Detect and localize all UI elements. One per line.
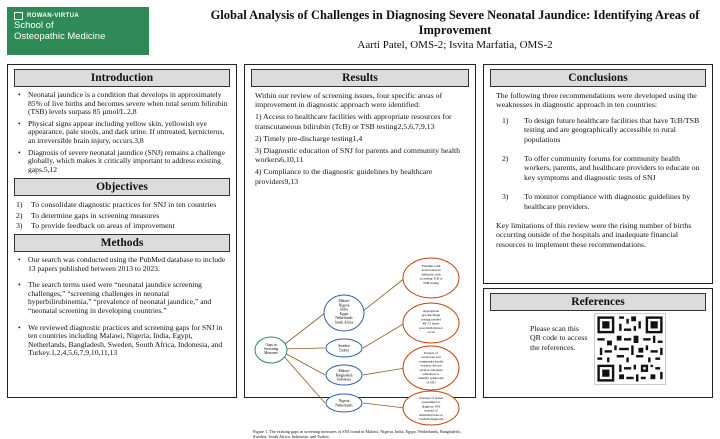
results-heading: Results: [251, 69, 469, 87]
svg-text:MalawiNigeriaIndiaEgyptNetherl: Malawi Nigeria India Egypt Netherlands South Africa: [334, 299, 354, 325]
diagram-country-node: [326, 339, 362, 357]
logo-university: ROWAN-VIRTUA: [27, 13, 80, 19]
methods-list: [16, 256, 230, 358]
conclusions-panel: [483, 64, 713, 284]
svg-text:Parents ofnewborns andcommunit: Parents of newborns and community health workers did not receive adequate education to identify symptoms of SNJ: [418, 351, 444, 385]
diagram-gap-node: [403, 303, 459, 343]
svg-text:Families withnewborns haddiffi: Families with newborns had difficulty with accessing TcB or TSB testing: [419, 264, 443, 285]
left-column: [7, 64, 237, 398]
results-intro: Within our review of screening issues, four specific areas of improvement in diagnostic approach were identified:: [255, 91, 443, 110]
gap-diagram: [253, 253, 465, 425]
objective-item: 2) To determine gaps in screening measures: [16, 210, 160, 220]
school-logo: [7, 7, 149, 55]
diagram-gap-node: [403, 391, 459, 425]
references-heading: References: [490, 293, 706, 311]
diagram-country-node: [326, 394, 362, 412]
references-panel: [483, 288, 713, 398]
objective-item: 3) To provide feedback on areas of improvement: [16, 220, 175, 230]
middle-column: [244, 64, 476, 439]
methods-bullet: • The search terms used were “neonatal jaundice screening challenges,” “screening challenges in neonatal hyperbilirubinemia,” “prevalence of neonatal jaundice,” and “neonatal screening in developing countries.”: [16, 281, 230, 315]
qr-code-icon[interactable]: [594, 313, 666, 385]
conclusions-intro: The following three recommendations were developed using the weaknesses in diagnostic approach in ten countries:: [496, 91, 697, 110]
conclusion-item: 3) To monitor compliance with diagnostic guidelines by healthcare providers.: [502, 192, 691, 211]
methods-bullet: • Our search was conducted using the PubMed database to include 13 papers published between 2013 to 2023.: [16, 256, 230, 273]
svg-text:Gaps inScreeningMeasures: Gaps in Screening Measures: [263, 343, 279, 355]
objectives-list: [16, 200, 230, 230]
poster-title: Global Analysis of Challenges in Diagnosing Severe Neonatal Jaundice: Identifying Areas of Improvement: [210, 8, 700, 37]
introduction-list: [16, 91, 230, 174]
diagram-gap-node: [403, 346, 459, 390]
diagram-center-node: [255, 337, 287, 363]
figure-caption: Figure 1. The existing gaps in screening measures of SNJ found in Malawi, Nigeria, India, Egypt, Netherlands, Bangladesh, Sweden, South Africa, Indonesia, and Turkey.: [253, 429, 461, 439]
diagram-country-node: [324, 295, 364, 331]
objectives-heading: Objectives: [14, 178, 230, 196]
introduction-bullet: • Diagnosis of severe neonatal jaundice (SNJ) remains a challenge globally, which makes it critically important to address existing gaps.5,12: [16, 149, 230, 175]
poster-authors: Aarti Patel, OMS-2; Isvita Marfatia, OMS-2: [357, 39, 553, 51]
svg-text:SwedenTurkey: Sweden Turkey: [338, 344, 350, 353]
conclusion-item: 2) To offer community forums for community health workers, parents, and healthcare providers to educate on key symptoms and diagnostic tests of SNJ: [502, 154, 700, 182]
svg-text:Overuse of visualassessment to: Overuse of visual assessment to diagnose SNJ instead of additional tests to confirm diagnosis: [418, 396, 444, 421]
introduction-heading: Introduction: [14, 69, 230, 87]
results-item: 2) Timely pre-discharge testing1,4: [255, 133, 363, 143]
results-item: 1) Access to healthcare facilities with appropriate resources for transcutaneous bilirubin (TcB) or TSB testing2,5,6,7,9,13: [255, 112, 452, 131]
results-item: 4) Compliance to the diagnostic guidelines by healthcare providers9,13: [255, 167, 433, 186]
qr-instructions: Please scan this QR code to access the references.: [530, 324, 588, 352]
introduction-bullet: • Neonatal jaundice is a condition that develops in approximately 85% of live births and becomes severe when total serum bilirubin (TSB) levels surpass 85 µmol/L.2,8: [16, 91, 230, 117]
conclusions-limitations: Key limitations of this review were the rising number of births occurring outside of the hospitals and inadequate financial resources to implement these recommendations.: [496, 221, 692, 249]
methods-bullet: • We reviewed diagnostic practices and screening gaps for SNJ in ten countries including Malawi, Nigeria, India, Egypt, Netherlands, Bangladesh, Sweden, South Africa, Indonesia, and Turkey.1,2,4,5,6,7,9,10,11,13: [16, 324, 230, 358]
logo-school-line2: Osteopathic Medicine: [14, 31, 106, 42]
methods-heading: Methods: [14, 234, 230, 252]
diagram-gap-node: [403, 258, 459, 298]
university-emblem-icon: [14, 12, 23, 20]
introduction-bullet: • Physical signs appear including yellow skin, yellowish eye appearance, pale stools, and dark urine. If untreated, kernicterus, an irreversible brain injury, occurs.3,8: [16, 120, 230, 146]
logo-header: [14, 12, 142, 20]
svg-text:NigeriaNetherlands: Nigeria Netherlands: [335, 399, 353, 408]
conclusions-list: [502, 116, 702, 211]
svg-text:Appropriatepre-dischargetestin: Appropriate pre-discharge testing needed 48–72 hours post-birth did not occur: [419, 309, 443, 334]
conclusion-item: 1) To design future healthcare facilities that have TcB/TSB testing and are geographically accessible to rural populations: [502, 115, 700, 144]
svg-text:MalawiBangladeshIndonesia: Malawi Bangladesh Indonesia: [335, 369, 353, 382]
results-item: 3) Diagnostic education of SNJ for parents and community health workers6,10,11: [255, 146, 461, 165]
diagram-country-node: [326, 365, 362, 385]
conclusions-heading: Conclusions: [490, 69, 706, 87]
objective-item: 1) To consolidate diagnostic practices for SNJ in ten countries: [16, 200, 217, 210]
logo-school-line1: School of: [14, 20, 54, 31]
